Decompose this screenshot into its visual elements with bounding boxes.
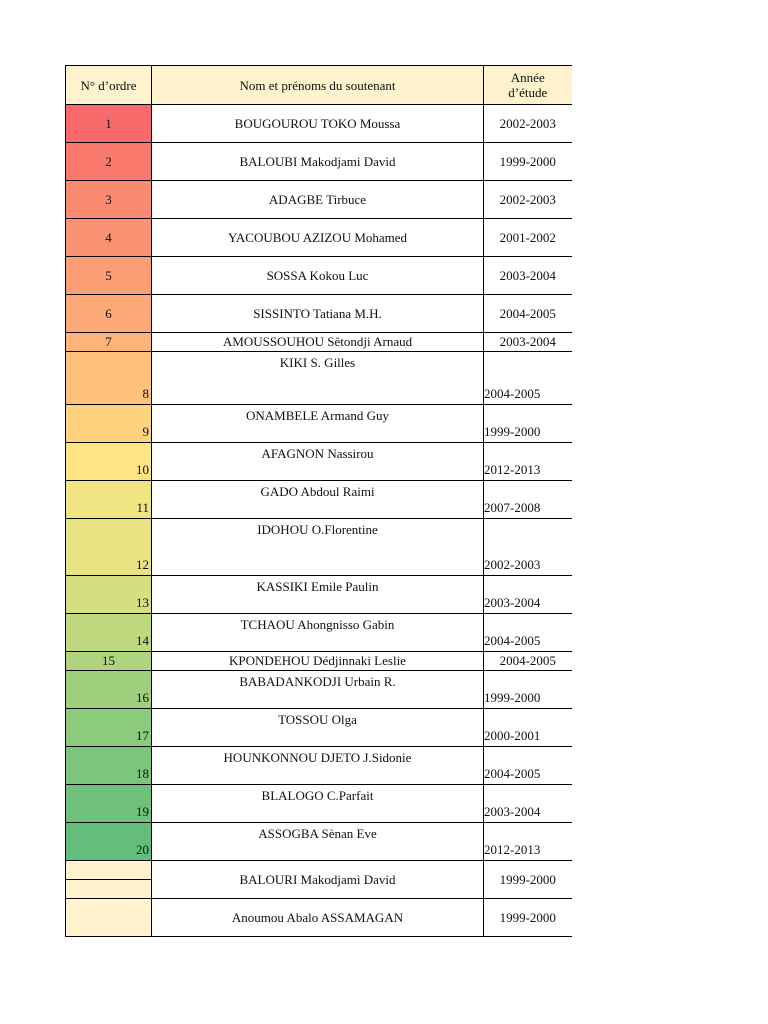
header-row: [66, 66, 572, 105]
table-row: [66, 823, 572, 861]
table-row: [66, 105, 572, 143]
row-number: 19: [66, 785, 152, 823]
row-number: 4: [66, 219, 152, 257]
row-name: BALOURI Makodjami David: [152, 861, 484, 899]
row-number: 15: [66, 652, 152, 671]
row-number: 5: [66, 257, 152, 295]
row-number: 7: [66, 333, 152, 352]
row-year: 1999-2000: [484, 861, 572, 899]
row-number: [66, 899, 152, 937]
row-number: 3: [66, 181, 152, 219]
row-year: 2003-2004: [484, 333, 572, 352]
table-row: [66, 219, 572, 257]
table-row: [66, 257, 572, 295]
table-row: [66, 181, 572, 219]
table-row: [66, 614, 572, 652]
row-number: 9: [66, 405, 152, 443]
row-name: TCHAOU Ahongnisso Gabin: [152, 614, 484, 652]
table-row: [66, 405, 572, 443]
row-year: 2004-2005: [484, 614, 572, 652]
table-row: [66, 671, 572, 709]
row-number: [66, 861, 152, 899]
row-year: 1999-2000: [484, 671, 572, 709]
table-row: [66, 443, 572, 481]
row-number: 12: [66, 519, 152, 576]
table-row: [66, 333, 572, 352]
row-name: Anoumou Abalo ASSAMAGAN: [152, 899, 484, 937]
row-number: 18: [66, 747, 152, 785]
row-name: HOUNKONNOU DJETO J.Sidonie: [152, 747, 484, 785]
row-name: GADO Abdoul Raimi: [152, 481, 484, 519]
row-year: 2000-2001: [484, 709, 572, 747]
header-year-line1: Année: [510, 70, 545, 85]
table-row: [66, 861, 572, 899]
row-name: BABADANKODJI Urbain R.: [152, 671, 484, 709]
table-row: [66, 519, 572, 576]
row-year: 2012-2013: [484, 443, 572, 481]
row-year: 2003-2004: [484, 257, 572, 295]
header-name: Nom et prénoms du soutenant: [152, 66, 484, 105]
row-number: 11: [66, 481, 152, 519]
row-name: AMOUSSOUHOU Sêtondji Arnaud: [152, 333, 484, 352]
table-row: [66, 481, 572, 519]
header-year: [484, 66, 572, 105]
row-name: AFAGNON Nassirou: [152, 443, 484, 481]
row-number: 1: [66, 105, 152, 143]
row-name: ADAGBE Tirbuce: [152, 181, 484, 219]
table-row: [66, 295, 572, 333]
table-row: [66, 899, 572, 937]
row-number: 6: [66, 295, 152, 333]
row-year: 2001-2002: [484, 219, 572, 257]
table-row: [66, 709, 572, 747]
table-row: [66, 785, 572, 823]
row-name: BLALOGO C.Parfait: [152, 785, 484, 823]
table-row: [66, 652, 572, 671]
row-year: 2004-2005: [484, 352, 572, 405]
row-year: 2004-2005: [484, 652, 572, 671]
row-name: SISSINTO Tatiana M.H.: [152, 295, 484, 333]
row-year: 2002-2003: [484, 105, 572, 143]
row-year: 2002-2003: [484, 181, 572, 219]
row-name: ASSOGBA Sènan Eve: [152, 823, 484, 861]
row-year: 1999-2000: [484, 143, 572, 181]
header-num: N° d’ordre: [66, 66, 152, 105]
row-name: BOUGOUROU TOKO Moussa: [152, 105, 484, 143]
row-number: 2: [66, 143, 152, 181]
row-number: 16: [66, 671, 152, 709]
row-number: 10: [66, 443, 152, 481]
row-number: 17: [66, 709, 152, 747]
row-name: YACOUBOU AZIZOU Mohamed: [152, 219, 484, 257]
thesis-table: [65, 65, 572, 937]
row-name: TOSSOU Olga: [152, 709, 484, 747]
row-name: KASSIKI Emile Paulin: [152, 576, 484, 614]
row-year: 1999-2000: [484, 405, 572, 443]
row-name: ONAMBELE Armand Guy: [152, 405, 484, 443]
row-year: 2003-2004: [484, 576, 572, 614]
row-number: 8: [66, 352, 152, 405]
row-year: 2003-2004: [484, 785, 572, 823]
header-year-line2: d’étude: [508, 85, 548, 100]
row-year: 1999-2000: [484, 899, 572, 937]
row-name: SOSSA Kokou Luc: [152, 257, 484, 295]
table-row: [66, 576, 572, 614]
row-number: 14: [66, 614, 152, 652]
row-year: 2002-2003: [484, 519, 572, 576]
row-number: 13: [66, 576, 152, 614]
table-row: [66, 747, 572, 785]
row-number-split: [66, 879, 151, 880]
row-name: KPONDEHOU Dédjinnaki Leslie: [152, 652, 484, 671]
row-name: IDOHOU O.Florentine: [152, 519, 484, 576]
row-number: 20: [66, 823, 152, 861]
row-year: 2012-2013: [484, 823, 572, 861]
row-year: 2004-2005: [484, 295, 572, 333]
row-name: KIKI S. Gilles: [152, 352, 484, 405]
row-year: 2007-2008: [484, 481, 572, 519]
row-year: 2004-2005: [484, 747, 572, 785]
row-name: BALOUBI Makodjami David: [152, 143, 484, 181]
table-row: [66, 352, 572, 405]
table-row: [66, 143, 572, 181]
